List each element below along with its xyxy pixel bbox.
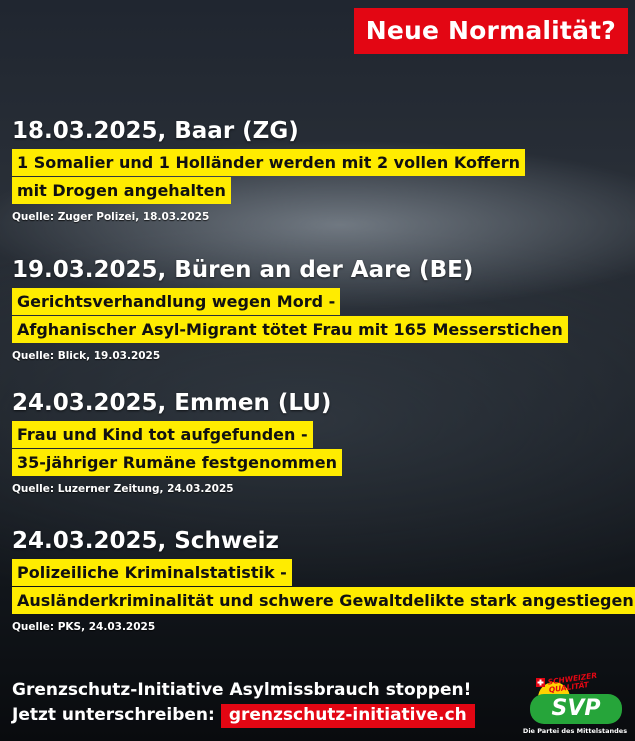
event-headline-line: Ausländerkriminalität und schwere Gewaltdelikte stark angestiegen	[12, 587, 635, 614]
event-title: 24.03.2025, Emmen (LU)	[12, 390, 332, 416]
logo-subtitle: Die Partei des Mittelstandes	[522, 727, 628, 735]
event-4	[12, 528, 635, 633]
event-headline-line: Frau und Kind tot aufgefunden -	[12, 421, 313, 448]
event-source: Quelle: Luzerner Zeitung, 24.03.2025	[12, 483, 234, 495]
event-headline-line: Polizeiliche Kriminalstatistik -	[12, 559, 292, 586]
event-title: 18.03.2025, Baar (ZG)	[12, 118, 299, 144]
logo-wordmark: SVP	[530, 694, 622, 724]
event-1	[12, 118, 635, 223]
event-3	[12, 390, 635, 495]
event-source: Quelle: Zuger Polizei, 18.03.2025	[12, 211, 210, 223]
event-2	[12, 257, 635, 362]
event-headline-line: Gerichtsverhandlung wegen Mord -	[12, 288, 340, 315]
footer	[12, 680, 475, 728]
event-headline-line: 1 Somalier und 1 Holländer werden mit 2 vollen Koffern	[12, 149, 525, 176]
footer-cta-label: Jetzt unterschreiben:	[12, 705, 215, 725]
logo-tagline: SCHWEIZER QUALITÄT	[547, 670, 598, 695]
event-title: 24.03.2025, Schweiz	[12, 528, 279, 554]
event-title: 19.03.2025, Büren an der Aare (BE)	[12, 257, 474, 283]
event-headline-line: mit Drogen angehalten	[12, 177, 231, 204]
footer-call-to-action	[12, 704, 475, 728]
event-headline-line: 35-jähriger Rumäne festgenommen	[12, 449, 342, 476]
event-source: Quelle: Blick, 19.03.2025	[12, 350, 161, 362]
event-source: Quelle: PKS, 24.03.2025	[12, 621, 156, 633]
campaign-url-link[interactable]: grenzschutz-initiative.ch	[221, 704, 475, 728]
footer-slogan: Grenzschutz-Initiative Asylmissbrauch stoppen!	[12, 680, 472, 700]
event-headline-line: Afghanischer Asyl-Migrant tötet Frau mit 165 Messerstichen	[12, 316, 568, 343]
headline-badge: Neue Normalität?	[354, 8, 628, 54]
